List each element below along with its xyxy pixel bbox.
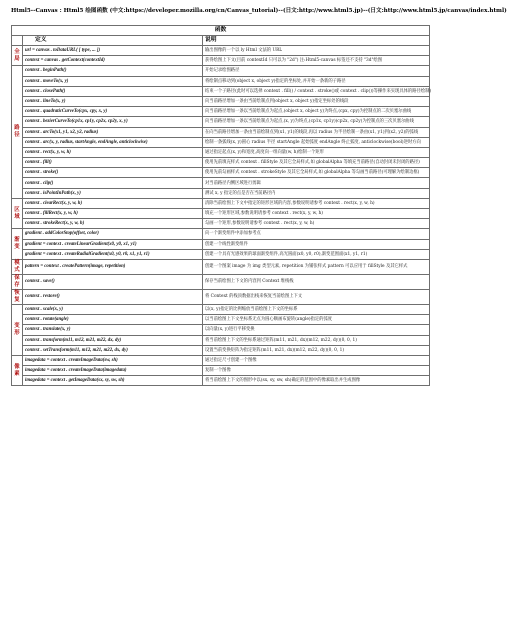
table-row [12, 127, 430, 137]
page-header-line: Html5--Canvas : Html5 绘图函数 (中文:https://developer.mozilla.org/cn/Canvas_tutorial)--(日文:http://www.html5.jp)--(日文:http://www.html5.jp/canvas/index.html) [11, 8, 507, 14]
section-label: 全局 [12, 46, 23, 66]
function-description: 对当前路径内侧区域进行剪辑 [203, 178, 430, 188]
function-definition: context . restore() [23, 289, 203, 304]
function-definition: gradient = context . createRadialGradient(x0, y0, r0, x1, y1, r1) [23, 249, 203, 259]
function-description: 复制一个图像 [203, 366, 430, 376]
table-row [12, 325, 430, 335]
function-definition: context . beginPath() [23, 66, 203, 76]
table-row [12, 158, 430, 168]
function-definition: imagedata = context . createImageData(imagedata) [23, 366, 203, 376]
function-description: 创建一个具有光感效果的球面渐变组件,高光圆面(x0, y0, r0),渐变范围面(x1, y1, r1) [203, 249, 430, 259]
function-description: 通过指定尺寸创建一个图像 [203, 355, 430, 365]
function-definition: context . save() [23, 274, 203, 289]
function-definition: context . clip() [23, 178, 203, 188]
table-row [12, 304, 430, 314]
table-row [12, 76, 430, 86]
section-label: 保存 [12, 274, 23, 289]
table-header-row [12, 36, 430, 46]
table-row [12, 209, 430, 219]
function-definition: context . transform(m11, m12, m21, m22, dx, dy) [23, 335, 203, 345]
function-definition: context . clearRect(x, y, w, h) [23, 198, 203, 208]
section-label: 恢复 [12, 289, 23, 304]
table-row [12, 274, 430, 289]
section-label: 模式 [12, 259, 23, 274]
section-label: 路径 [12, 66, 23, 198]
function-description: 创建一个图案 image 为 img 类型元素, repetition 为铺张样式 pattern 可以应用于 fillStyle 及其它样式 [203, 259, 430, 274]
function-description: 结束一个子路径(此时可以选择 context . fill() / context . stroke()或 context . clip())等操作来实现具体的路径绘制) [203, 86, 430, 96]
function-description: 绘制一条弧线(x, y)圆心 radius 半径 startAngle 起始弧度 endAngle 终止弧度, anticlockwise(bool)逆时方向 [203, 137, 430, 147]
function-description: 清除当前绘图上下文中指定的矩形区域的内容,参数说明请参考 context . rect(x, y, w, h) [203, 198, 430, 208]
section-label: 像素 [12, 355, 23, 386]
table-row [12, 56, 430, 66]
function-definition: context = canvas . getContext(contextId) [23, 56, 203, 66]
column-header-description: 说明 [203, 36, 430, 46]
table-row [12, 366, 430, 376]
table-row [12, 259, 430, 274]
table-title-row [12, 26, 430, 36]
function-definition: url = canvas . toDataURL( [ type, ... ]) [23, 46, 203, 56]
section-label: 区域 [12, 198, 23, 229]
table-row [12, 345, 430, 355]
function-description: 将 Context 的栈顶数据出栈来恢复当前绘图上下文 [203, 289, 430, 304]
function-description: 测试 x, y 指定的点是否在当前路径内 [203, 188, 430, 198]
function-description: 将绘制点移动到(object x, object y)指定的坐标处,并开始一条新的子路径 [203, 76, 430, 86]
function-description: 设置当前变换矩阵为指定矩阵(m11, m21, dx)(m12, m22, dy)(0, 0, 1) [203, 345, 430, 355]
table-row [12, 315, 430, 325]
function-definition: context . closePath() [23, 86, 203, 96]
function-description: 向当前路径增加一条以当前绘制点为起点,(object x, object y)为终点,(cpx, cpy)为控制点的二次贝塞尔曲线 [203, 107, 430, 117]
function-description: 通过指定起点(x, y)和宽度,高度向一组向量(w, h)绘制一个矩形 [203, 147, 430, 157]
table-row [12, 86, 430, 96]
function-table [11, 25, 430, 386]
function-description: 以向量(x, y)进行平移变换 [203, 325, 430, 335]
function-definition: context . lineTo(x, y) [23, 96, 203, 106]
function-definition: context . arcTo(x1, y1, x2, y2, radius) [23, 127, 203, 137]
function-definition: context . rotate(angle) [23, 315, 203, 325]
section-label: 变形 [12, 304, 23, 355]
function-description: 向当前路径增加一条由当前绘制点到(object x, object y)指定坐标处的线段 [203, 96, 430, 106]
function-definition: context . strokeRect(x, y, w, h) [23, 219, 203, 229]
table-row [12, 46, 430, 56]
table-title: 函数 [12, 26, 430, 36]
function-description: 勾画一个矩形,参数说明请参考 context . rect(x, y, w, h) [203, 219, 430, 229]
table-row [12, 249, 430, 259]
function-description: 将当前绘图上下文的坐标系通过矩阵(m11, m21, dx)(m12, m22, dy)(0, 0, 1) [203, 335, 430, 345]
function-definition: context . fillRect(x, y, w, h) [23, 209, 203, 219]
function-definition: gradient = context . createLinearGradient(x0, y0, x1, y1) [23, 239, 203, 249]
table-row [12, 229, 430, 239]
table-row [12, 219, 430, 229]
function-description: 以当前绘图上下文坐标系无点为圆心顺画布旋转(angle)指定的弧度 [203, 315, 430, 325]
table-row [12, 96, 430, 106]
function-definition: pattern = context . createPattern(image, repetition) [23, 259, 203, 274]
function-definition: context . stroke() [23, 168, 203, 178]
function-description: 向当前路径增加一条以当前绘制点为起点,(x, y)为终点,(cp1x, cp1y)(cp2x, cp2y)为控制点的三次贝塞尔曲线 [203, 117, 430, 127]
function-description: 填充一个矩形区域,参数说明请参考 context . rect(x, y, w, h) [203, 209, 430, 219]
function-description: 开始记录绘图路径 [203, 66, 430, 76]
function-description: 以(x, y)指定的比例缩放当前绘图上下文的坐标系 [203, 304, 430, 314]
table-row [12, 168, 430, 178]
function-definition: gradient . addColorStop(offset, color) [23, 229, 203, 239]
function-definition: context . isPointInPath(x, y) [23, 188, 203, 198]
table-row [12, 178, 430, 188]
column-header-definition: 定义 [23, 36, 203, 46]
table-row [12, 147, 430, 157]
function-description: 将当前绘图上下文的图形中以(sx, sy, sw, sh)确定的范围中的像素取出并生成图像 [203, 376, 430, 386]
function-definition: context . arc(x, y, radius, startAngle, endAngle, anticlockwise) [23, 137, 203, 147]
function-description: 获得绘图上下文(目前 contextId 只可以为 "2d") 注:Html5-canvas 标签还不支持 "3d"绘图 [203, 56, 430, 66]
function-description: 保存当前绘图上下文的内容到 Context 堆栈栈 [203, 274, 430, 289]
table-row [12, 355, 430, 365]
function-definition: context . bezierCurveTo(cp1x, cp1y, cp2x, cp2y, x, y) [23, 117, 203, 127]
function-definition: context . moveTo(x, y) [23, 76, 203, 86]
function-definition: imagedata = context . getImageData(sx, sy, sw, sh) [23, 376, 203, 386]
function-description: 使用先前填充样式 context . fillStyle 及其它全局样式,如 globalAlpha 等填充当前路径(自动封闭未封闭的路径) [203, 158, 430, 168]
function-definition: context . rect(x, y, w, h) [23, 147, 203, 157]
table-row [12, 335, 430, 345]
table-row [12, 239, 430, 249]
function-description: 使用先前勾画样式 context . strokeStyle 及其它全局样式,如 globalAlpha 等勾画当前路径(可理解为绘制边框) [203, 168, 430, 178]
function-definition: imagedata = context . createImageData(sw, sh) [23, 355, 203, 365]
function-definition: context . fill() [23, 158, 203, 168]
header-blank-cell [12, 36, 23, 46]
function-definition: context . translate(x, y) [23, 325, 203, 335]
section-label: 渐变 [12, 229, 23, 260]
table-row [12, 289, 430, 304]
table-row [12, 188, 430, 198]
table-row [12, 137, 430, 147]
function-definition: context . scale(x, y) [23, 304, 203, 314]
function-description: 在向当前路径增加一条由当前绘制点到(x1, y1)的线段,再以 radius 为半径绘制一条由(x1, y1)到(x2, y2)的弧线 [203, 127, 430, 137]
function-definition: context . setTransform(m11, m12, m21, m22, dx, dy) [23, 345, 203, 355]
function-description: 输出图像的一个以 ly Html 文法的 URL [203, 46, 430, 56]
table-row [12, 198, 430, 208]
table-row [12, 117, 430, 127]
function-definition: context . quadraticCurveTo(cpx, cpy, x, y) [23, 107, 203, 117]
function-description: 向一个渐变组件中添加参考点 [203, 229, 430, 239]
table-row [12, 66, 430, 76]
table-row [12, 376, 430, 386]
table-row [12, 107, 430, 117]
function-description: 创建一个线性渐变组件 [203, 239, 430, 249]
